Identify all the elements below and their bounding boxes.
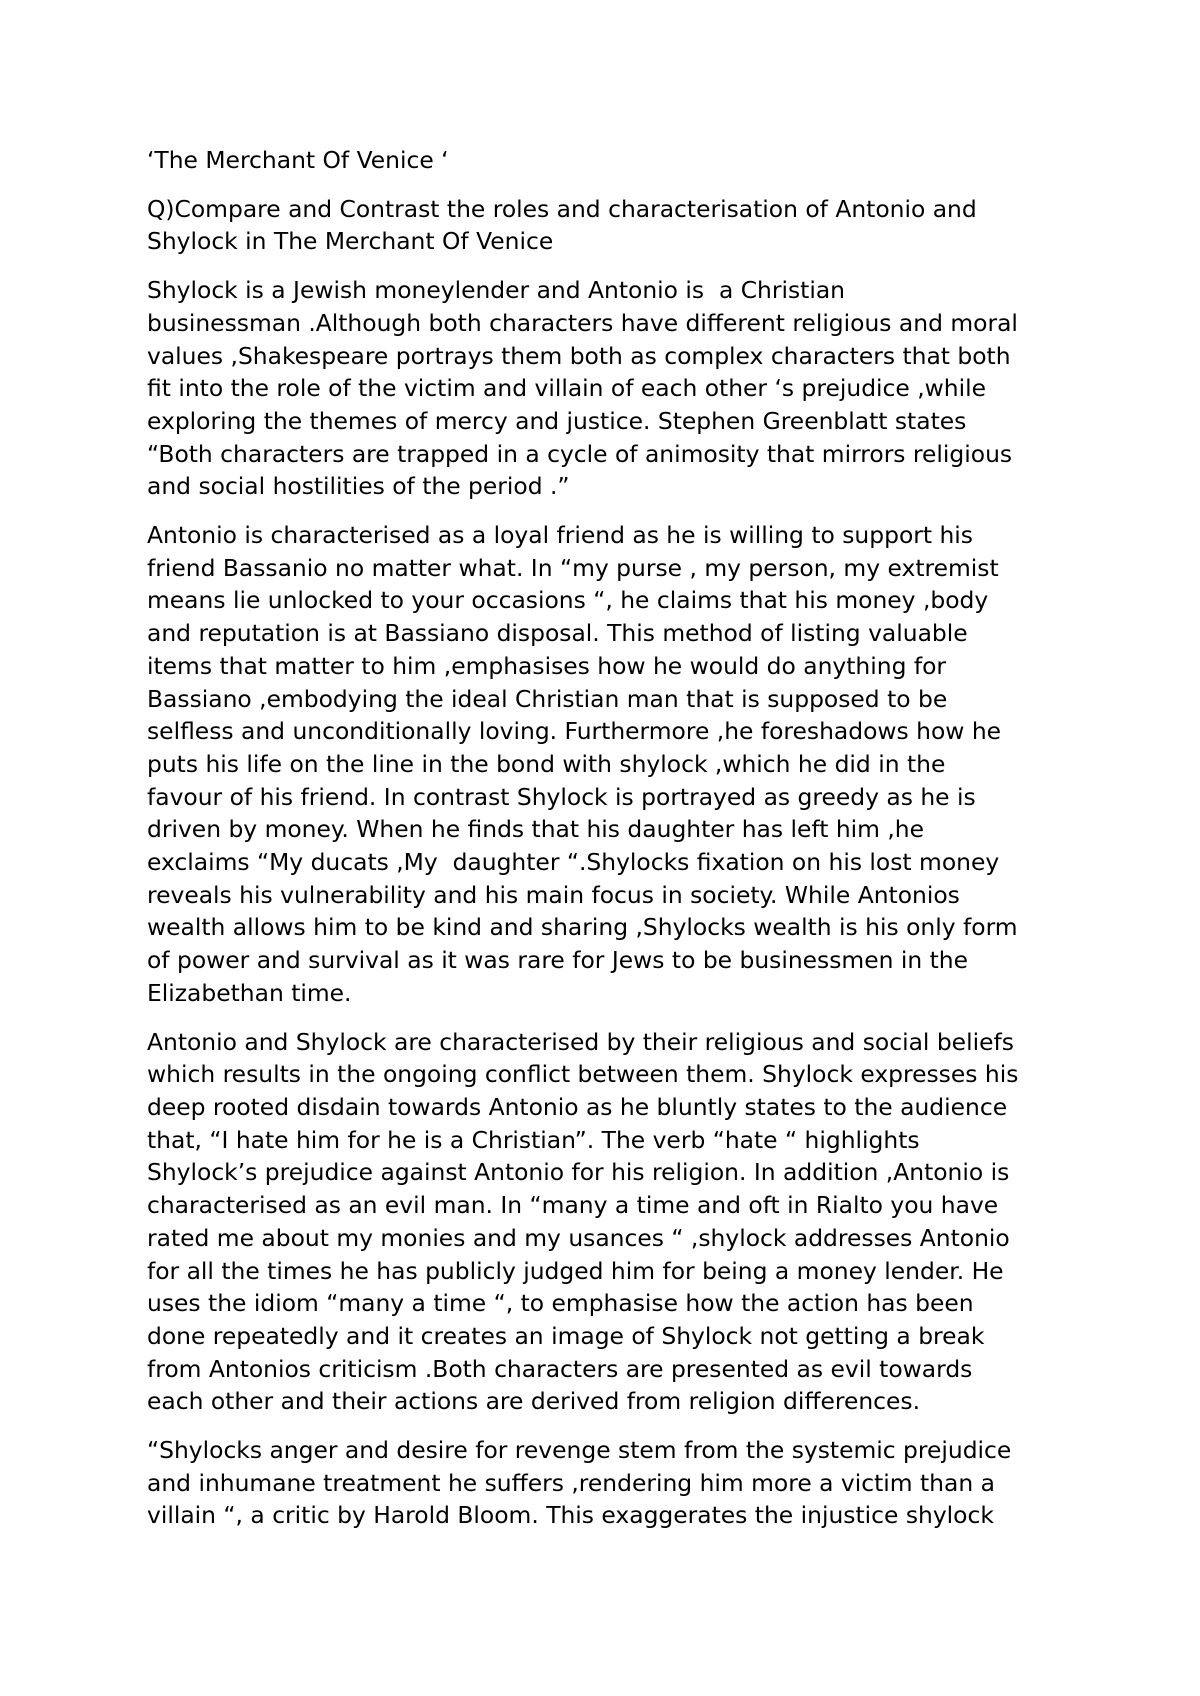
text-line: which results in the ongoing conflict between them. Shylock expresses his xyxy=(147,1060,1019,1089)
paragraph-antonio-loyalty xyxy=(147,519,1067,1010)
text-line: uses the idiom “many a time “, to emphasise how the action has been xyxy=(147,1289,974,1318)
document-title xyxy=(147,144,1067,177)
document-body xyxy=(147,144,1067,1548)
text-line: selfless and unconditionally loving. Furthermore ,he foreshadows how he xyxy=(147,717,1002,746)
text-line: characterised as an evil man. In “many a time and oft in Rialto you have xyxy=(147,1191,999,1220)
text-line: businessman .Although both characters have different religious and moral xyxy=(147,308,1018,337)
text-line: reveals his vulnerability and his main focus in society. While Antonios xyxy=(147,880,960,909)
text-line: Bassiano ,embodying the ideal Christian man that is supposed to be xyxy=(147,684,948,713)
text-line: means lie unlocked to your occasions “, he claims that his money ,body xyxy=(147,586,989,615)
text-line: and inhumane treatment he suffers ,rendering him more a victim than a xyxy=(147,1468,995,1497)
text-line: exclaims “My ducats ,My daughter “.Shylocks fixation on his lost money xyxy=(147,848,1000,877)
text-line: puts his life on the line in the bond with shylock ,which he did in the xyxy=(147,749,946,778)
text-line: Shylock’s prejudice against Antonio for his religion. In addition ,Antonio is xyxy=(147,1158,1010,1187)
text-line: Antonio and Shylock are characterised by their religious and social beliefs xyxy=(147,1027,1014,1056)
text-line: that, “I hate him for he is a Christian”. The verb “hate “ highlights xyxy=(147,1125,920,1154)
title-line: ‘The Merchant Of Venice ‘ xyxy=(147,146,449,174)
text-line: exploring the themes of mercy and justice. Stephen Greenblatt states xyxy=(147,406,967,435)
text-line: driven by money. When he finds that his daughter has left him ,he xyxy=(147,815,925,844)
text-line: wealth allows him to be kind and sharing ,Shylocks wealth is his only form xyxy=(147,913,1018,942)
paragraph-religious-conflict xyxy=(147,1026,1067,1418)
paragraph-bloom-quote xyxy=(147,1434,1067,1532)
text-line: and reputation is at Bassiano disposal. This method of listing valuable xyxy=(147,619,968,648)
question-line: Shylock in The Merchant Of Venice xyxy=(147,227,554,256)
text-line: deep rooted disdain towards Antonio as he bluntly states to the audience xyxy=(147,1092,1008,1121)
essay-question xyxy=(147,193,1067,258)
text-line: of power and survival as it was rare for Jews to be businessmen in the xyxy=(147,946,969,975)
paragraph-introduction xyxy=(147,274,1067,503)
text-line: Shylock is a Jewish moneylender and Antonio is a Christian xyxy=(147,276,846,305)
text-line: done repeatedly and it creates an image of Shylock not getting a break xyxy=(147,1321,985,1350)
text-line: favour of his friend. In contrast Shylock is portrayed as greedy as he is xyxy=(147,782,976,811)
text-line: items that matter to him ,emphasises how he would do anything for xyxy=(147,651,947,680)
text-line: villain “, a critic by Harold Bloom. This exaggerates the injustice shylock xyxy=(147,1501,994,1530)
text-line: values ,Shakespeare portrays them both as complex characters that both xyxy=(147,341,1011,370)
text-line: Elizabethan time. xyxy=(147,978,352,1007)
text-line: friend Bassanio no matter what. In “my purse , my person, my extremist xyxy=(147,553,999,582)
text-line: for all the times he has publicly judged him for being a money lender. He xyxy=(147,1256,1004,1285)
text-line: each other and their actions are derived from religion differences. xyxy=(147,1387,921,1416)
question-line: Q)Compare and Contrast the roles and characterisation of Antonio and xyxy=(147,194,977,223)
text-line: Antonio is characterised as a loyal friend as he is willing to support his xyxy=(147,521,973,550)
text-line: “Both characters are trapped in a cycle of animosity that mirrors religious xyxy=(147,439,1013,468)
text-line: and social hostilities of the period .” xyxy=(147,472,570,501)
text-line: from Antonios criticism .Both characters are presented as evil towards xyxy=(147,1354,973,1383)
text-line: fit into the role of the victim and villain of each other ‘s prejudice ,while xyxy=(147,374,987,403)
text-line: rated me about my monies and my usances “ ,shylock addresses Antonio xyxy=(147,1223,1010,1252)
text-line: “Shylocks anger and desire for revenge stem from the systemic prejudice xyxy=(147,1436,1012,1465)
